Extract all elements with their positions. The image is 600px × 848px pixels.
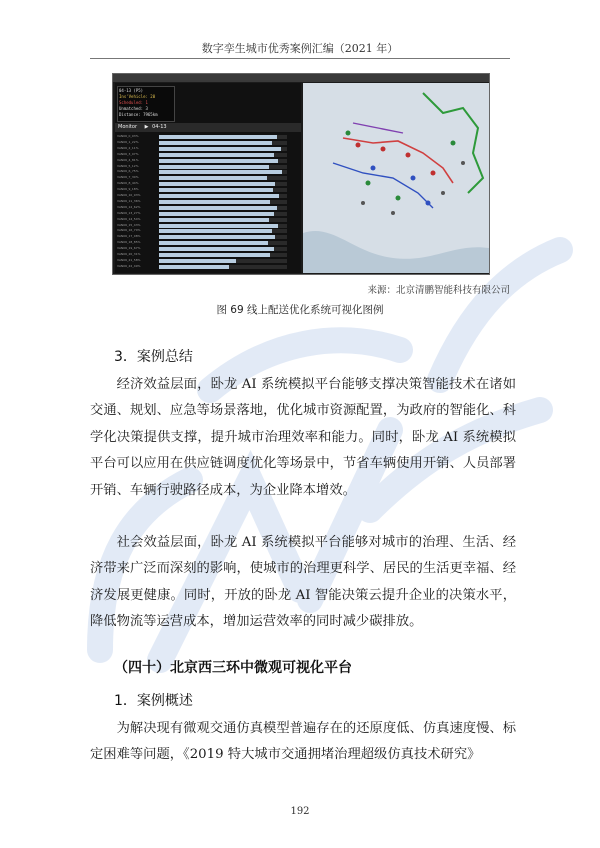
vehicle-row	[115, 229, 301, 234]
vehicle-row-fill	[159, 188, 273, 192]
vehicle-row-fill	[159, 200, 270, 204]
vehicle-row	[115, 224, 301, 229]
vehicle-row-track	[159, 235, 287, 239]
vehicle-row	[115, 153, 301, 158]
figure-monitor-bar	[115, 123, 301, 132]
page-number: 192	[290, 806, 310, 817]
vehicle-row	[115, 235, 301, 240]
vehicle-row-label: VAN06_0_03%	[117, 134, 139, 138]
vehicle-row-label: VAN06_10_93%	[117, 193, 141, 197]
vehicle-row	[115, 170, 301, 175]
vehicle-row	[115, 182, 301, 187]
section-heading-summary: 3．案例总结	[114, 349, 193, 365]
vehicle-row	[115, 159, 301, 164]
vehicle-row-track	[159, 241, 287, 245]
vehicle-row	[115, 253, 301, 258]
vehicle-row-track	[159, 135, 287, 139]
vehicle-row-label: VAN06_21_58%	[117, 257, 141, 262]
vehicle-row-track	[159, 170, 287, 174]
figure-info-box	[117, 86, 175, 122]
vehicle-row-track	[159, 141, 287, 145]
paragraph-economic-benefits: 经济效益层面，卧龙 AI 系统模拟平台能够支撑决策智能技术在诸如交通、规划、应急等场景落地，优化城市资源配置，为政府的智能化、科学化决策提供支撑，提升城市治理效率和能力。同时，卧龙 AI 系统模拟平台可以应用在供应链调度优化等场景中，节省车辆使用开销、人员部署开销、车辆行驶路径成本，为企业降本增效。	[90, 377, 516, 498]
vehicle-row-track	[159, 200, 287, 204]
vehicle-row	[115, 218, 301, 223]
vehicle-row	[115, 259, 301, 264]
vehicle-row-fill	[159, 153, 274, 157]
vehicle-row-fill	[159, 147, 281, 151]
vehicle-row	[115, 194, 301, 199]
vehicle-row-label: VAN06_13_27%	[117, 210, 141, 215]
vehicle-row-fill	[159, 224, 278, 228]
vehicle-row-fill	[159, 194, 279, 198]
vehicle-row-label: VAN06_16_70%	[117, 228, 141, 233]
info-line: 04-13 (P5)	[119, 88, 144, 93]
vehicle-row-label: VAN06_18_85%	[117, 240, 141, 245]
info-line: Distance: 7965km	[119, 112, 158, 117]
vehicle-row-fill	[159, 253, 270, 257]
vehicle-row	[115, 135, 301, 140]
vehicle-row-fill	[159, 218, 269, 222]
vehicle-row-track	[159, 253, 287, 257]
vehicle-row-track	[159, 206, 287, 210]
vehicle-row-label: VAN06_7_30%	[117, 175, 139, 180]
figure-source: 来源：北京清鹏智能科技有限公司	[367, 285, 510, 296]
vehicle-row	[115, 241, 301, 246]
vehicle-row-label: VAN06_12_62%	[117, 204, 141, 209]
vehicle-row-track	[159, 224, 287, 228]
vehicle-row-track	[159, 218, 287, 222]
vehicle-row-fill	[159, 265, 229, 269]
vehicle-row	[115, 247, 301, 252]
vehicle-row-label: VAN06_1_22%	[117, 139, 139, 144]
monitor-label: Monitor	[118, 124, 138, 130]
vehicle-row-label: VAN06_6_75%	[117, 169, 139, 174]
vehicle-row-label: VAN06_11_36%	[117, 198, 141, 203]
vehicle-row-fill	[159, 176, 267, 180]
figure-vehicle-panel	[115, 83, 301, 273]
vehicle-row-label: VAN06_19_67%	[117, 246, 141, 251]
vehicle-row-fill	[159, 170, 282, 174]
section-heading-case-40: （四十）北京西三环中微观可视化平台	[114, 660, 352, 676]
vehicle-row	[115, 147, 301, 152]
figure-caption: 图 69 线上配送优化系统可视化图例	[216, 304, 384, 316]
vehicle-row-track	[159, 159, 287, 163]
figure-map	[303, 83, 489, 273]
vehicle-row-fill	[159, 259, 236, 263]
vehicle-row-fill	[159, 247, 274, 251]
figure-window-bar	[113, 74, 489, 82]
vehicle-row	[115, 212, 301, 217]
vehicle-row-fill	[159, 135, 277, 139]
vehicle-row-fill	[159, 235, 275, 239]
vehicle-row	[115, 176, 301, 181]
vehicle-row-track	[159, 188, 287, 192]
vehicle-row-label: VAN06_4_81%	[117, 157, 139, 162]
vehicle-row-label: VAN06_3_07%	[117, 151, 139, 156]
info-line: Unmatched: 3	[119, 106, 148, 111]
info-line: Scheduled: 1	[119, 100, 148, 105]
vehicle-row-fill	[159, 182, 275, 186]
vehicle-row-track	[159, 147, 287, 151]
vehicle-row-track	[159, 229, 287, 233]
vehicle-row-label: VAN06_20_31%	[117, 252, 141, 256]
info-line: Ins'Vehicle: 20	[119, 94, 156, 99]
play-icon: ▶	[144, 124, 149, 130]
vehicle-row-fill	[159, 165, 269, 169]
vehicle-row-track	[159, 182, 287, 186]
vehicle-row-fill	[159, 212, 274, 216]
paragraph-social-benefits: 社会效益层面，卧龙 AI 系统模拟平台能够对城市的治理、生活、经济带来广泛而深刻的影响，使城市的治理更科学、居民的生活更幸福、经济发展更健康。同时，开放的卧龙 AI 智能决策云提升企业的决策水平，降低物流等运营成本，增加运营效率的同时减少碳排放。	[90, 535, 516, 630]
vehicle-row-track	[159, 259, 287, 263]
vehicle-row-fill	[159, 241, 268, 245]
vehicle-row	[115, 141, 301, 146]
vehicle-row-label: VAN06_15_43%	[117, 222, 141, 227]
vehicle-row-track	[159, 265, 287, 269]
vehicle-row-fill	[159, 141, 272, 145]
vehicle-row-fill	[159, 206, 277, 210]
date-label: 04-13	[152, 124, 167, 130]
header-divider	[90, 58, 510, 59]
vehicle-row-label: VAN06_8_44%	[117, 181, 139, 186]
vehicle-row-track	[159, 194, 287, 198]
vehicle-row-track	[159, 247, 287, 251]
vehicle-row-track	[159, 165, 287, 169]
vehicle-row	[115, 188, 301, 193]
vehicle-row	[115, 265, 301, 270]
page-header: 数字孪生城市优秀案例汇编（2021 年）	[201, 42, 399, 55]
vehicle-row-track	[159, 153, 287, 157]
vehicle-row-label: VAN06_14_54%	[117, 216, 141, 221]
vehicle-row-label: VAN06_2_11%	[117, 145, 139, 150]
figure-screenshot	[112, 73, 490, 275]
vehicle-row-fill	[159, 229, 272, 233]
vehicle-row-track	[159, 176, 287, 180]
vehicle-row	[115, 206, 301, 211]
vehicle-row	[115, 200, 301, 205]
paragraph-case-overview: 为解决现有微观交通仿真模型普遍存在的还原度低、仿真速度慢、标定困难等问题，《2019 特大城市交通拥堵治理超级仿真技术研究》	[90, 721, 516, 763]
vehicle-row-label: VAN06_17_08%	[117, 234, 141, 239]
vehicle-row-track	[159, 212, 287, 216]
vehicle-row-label: VAN06_22_49%	[117, 263, 141, 268]
subsection-heading-overview: 1．案例概述	[114, 693, 193, 709]
figure-vehicle-rows	[115, 135, 301, 271]
vehicle-row-label: VAN06_5_12%	[117, 163, 139, 168]
vehicle-row	[115, 165, 301, 170]
vehicle-row-fill	[159, 159, 278, 163]
vehicle-row-label: VAN06_9_18%	[117, 187, 139, 192]
